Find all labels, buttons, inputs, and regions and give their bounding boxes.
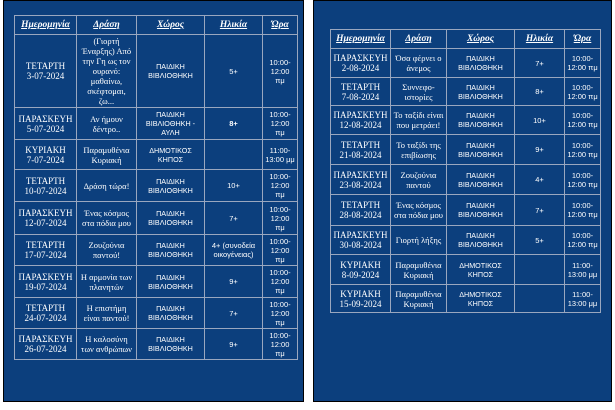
table-row [331,49,601,78]
action-cell: Ζουζούνια παντού [391,165,447,195]
date: 15-09-2024 [339,298,382,309]
time-cell: 10:00- 12:00 πμ [263,298,298,329]
schedule-page-left [3,0,304,402]
weekday: ΠΑΡΑΣΚΕΥΗ [18,334,73,344]
time-cell: 11:00- 13:00 μμ [565,255,601,285]
weekday: ΤΕΤΑΡΤΗ [340,139,381,150]
weekday: ΤΕΤΑΡΤΗ [340,200,381,210]
date-cell [15,140,77,170]
table-row [331,165,601,195]
weekday: ΠΑΡΑΣΚΕΥΗ [333,169,388,180]
time-cell: 10:00- 12:00 πμ [565,135,601,165]
date-cell [331,285,391,313]
place-cell: ΔΗΜΟΤΙΚΟΣ ΚΗΠΟΣ [447,255,515,285]
age-cell [515,285,565,313]
age-cell: 7+ [205,202,263,235]
header-time: Ώρα [263,16,298,35]
time-cell: 10:00- 12:00 πμ [263,170,298,202]
schedule-table-july [14,15,298,360]
place-cell: ΠΑΙΔΙΚΗ ΒΙΒΛΙΟΘΗΚΗ [447,49,515,78]
table-row [15,329,298,360]
action-cell: Ένας κόσμος στα πόδια μου [391,195,447,226]
weekday: ΤΕΤΑΡΤΗ [25,61,66,71]
date-cell [15,170,77,202]
date-cell [331,226,391,255]
time-cell: 10:00- 12:00 πμ [565,78,601,106]
table-row [331,135,601,165]
place-cell: ΠΑΙΔΙΚΗ ΒΙΒΛΙΟΘΗΚΗ [137,298,205,329]
schedule-table-august-september [330,29,601,313]
age-cell: 10+ [515,106,565,135]
date-cell [15,108,77,140]
place-cell: ΠΑΙΔΙΚΗ ΒΙΒΛΙΟΘΗΚΗ [447,78,515,106]
schedule-page-right [313,0,612,402]
action-cell: Το ταξίδι της επιβίωσης [391,135,447,165]
date: 30-08-2024 [339,240,382,250]
weekday: ΠΑΡΑΣΚΕΥΗ [333,53,388,63]
table-row [15,108,298,140]
place-cell: ΔΗΜΟΤΙΚΟΣ ΚΗΠΟΣ [137,140,205,170]
place-cell: ΠΑΙΔΙΚΗ ΒΙΒΛΙΟΘΗΚΗ [137,170,205,202]
time-cell: 11:00- 13:00 μμ [565,285,601,313]
age-cell [515,255,565,285]
header-place: Χώρος [447,30,515,49]
age-cell: 9+ [515,135,565,165]
date-cell [331,135,391,165]
place-cell: ΠΑΙΔΙΚΗ ΒΙΒΛΙΟΘΗΚΗ [447,135,515,165]
table-row [15,235,298,266]
table-header-row [15,16,298,35]
table-row [15,266,298,298]
date: 2-08-2024 [341,63,380,73]
action-cell: Παραμυθένια Κυριακή [77,140,137,170]
age-cell: 9+ [205,266,263,298]
weekday: ΠΑΡΑΣΚΕΥΗ [18,271,73,282]
place-cell: ΠΑΙΔΙΚΗ ΒΙΒΛΙΟΘΗΚΗ [137,35,205,108]
table-row [331,226,601,255]
age-cell: 9+ [205,329,263,360]
date: 7-07-2024 [26,154,65,165]
date: 12-08-2024 [339,120,382,130]
weekday: ΠΑΡΑΣΚΕΥΗ [18,113,73,124]
header-action: Δράση [77,16,137,35]
place-cell: ΠΑΙΔΙΚΗ ΒΙΒΛΙΟΘΗΚΗ [137,235,205,266]
date: 19-07-2024 [24,281,67,292]
action-cell: Ζουζούνια παντού! [77,235,137,266]
action-cell: Η επιστήμη είναι παντού! [77,298,137,329]
table-row [15,140,298,170]
header-age: Ηλικία [515,30,565,49]
weekday: ΠΑΡΑΣΚΕΥΗ [333,230,388,240]
action-cell: Γιορτή λήξης [391,226,447,255]
table-row [331,106,601,135]
action-cell: Η αρμονία των πλανητών [77,266,137,298]
age-cell: 7+ [515,195,565,226]
table-row [331,285,601,313]
weekday: ΠΑΡΑΣΚΕΥΗ [333,110,388,120]
date: 7-08-2024 [341,91,380,102]
date-cell [15,35,77,108]
weekday: ΤΕΤΑΡΤΗ [25,303,66,313]
age-cell [205,140,263,170]
table-row [15,202,298,235]
action-cell: Όσα φέρνει ο άνεμος [391,49,447,78]
table-row [15,170,298,202]
header-age: Ηλικία [205,16,263,35]
place-cell: ΠΑΙΔΙΚΗ ΒΙΒΛΙΟΘΗΚΗ [447,106,515,135]
date: 8-09-2024 [341,269,380,280]
date: 10-07-2024 [24,185,67,196]
action-cell: Το ταξίδι είναι που μετράει! [391,106,447,135]
table-body-right [331,49,601,313]
action-cell: Παραμυθένια Κυριακή [391,255,447,285]
date-cell [15,235,77,266]
header-action: Δράση [391,30,447,49]
date-cell [331,255,391,285]
weekday: ΤΕΤΑΡΤΗ [25,175,66,186]
place-cell: ΠΑΙΔΙΚΗ ΒΙΒΛΙΟΘΗΚΗ [137,329,205,360]
weekday: ΚΥΡΙΑΚΗ [340,259,381,270]
time-cell: 10:00- 12:00 πμ [565,195,601,226]
time-cell: 10:00- 12:00 πμ [263,235,298,266]
weekday: ΚΥΡΙΑΚΗ [340,288,381,299]
table-body-left [15,35,298,360]
place-cell: ΠΑΙΔΙΚΗ ΒΙΒΛΙΟΘΗΚΗ [447,165,515,195]
action-cell: Ένας κόσμος στα πόδια μου [77,202,137,235]
table-row [15,35,298,108]
header-date: Ημερομηνία [15,16,77,35]
table-row [331,78,601,106]
age-cell: 4+ (συνοδεία οικογένειας) [205,235,263,266]
date: 3-07-2024 [26,71,65,81]
date: 23-08-2024 [339,179,382,190]
date-cell [15,298,77,329]
action-cell: (Γιορτή Έναρξης) Από την Γη ως τον ουρανό: μαθαίνω, σκέφτομαι, ζω... [77,35,137,108]
age-cell: 5+ [515,226,565,255]
age-cell: 4+ [515,165,565,195]
date: 28-08-2024 [339,210,382,220]
date-cell [331,106,391,135]
weekday: ΚΥΡΙΑΚΗ [25,144,66,155]
time-cell: 10:00- 12:00 πμ [263,108,298,140]
table-row [15,298,298,329]
date-cell [331,49,391,78]
date-cell [15,329,77,360]
time-cell: 10:00- 12:00 πμ [263,329,298,360]
action-cell: Παραμυθένια Κυριακή [391,285,447,313]
header-date: Ημερομηνία [331,30,391,49]
age-cell: 5+ [205,35,263,108]
action-cell: Αν ήμουν δέντρο.. [77,108,137,140]
date-cell [15,202,77,235]
place-cell: ΔΗΜΟΤΙΚΟΣ ΚΗΠΟΣ [447,285,515,313]
time-cell: 10:00- 12:00 πμ [263,35,298,108]
place-cell: ΠΑΙΔΙΚΗ ΒΙΒΛΙΟΘΗΚΗ [447,195,515,226]
date: 5-07-2024 [26,123,65,134]
age-cell: 8+ [205,108,263,140]
time-cell: 11:00- 13:00 μμ [263,140,298,170]
weekday: ΤΕΤΑΡΤΗ [25,240,66,250]
date: 26-07-2024 [24,344,67,354]
age-cell: 8+ [515,78,565,106]
age-cell: 10+ [205,170,263,202]
date-cell [331,165,391,195]
time-cell: 10:00- 12:00 πμ [565,106,601,135]
action-cell: Η καλοσύνη των ανθρώπων [77,329,137,360]
date-cell [15,266,77,298]
date: 12-07-2024 [24,218,67,228]
age-cell: 7+ [205,298,263,329]
date: 24-07-2024 [24,313,67,323]
header-place: Χώρος [137,16,205,35]
place-cell: ΠΑΙΔΙΚΗ ΒΙΒΛΙΟΘΗΚΗ [137,202,205,235]
weekday: ΠΑΡΑΣΚΕΥΗ [18,208,73,218]
time-cell: 10:00- 12:00 πμ [263,202,298,235]
place-cell: ΠΑΙΔΙΚΗ ΒΙΒΛΙΟΘΗΚΗ [137,266,205,298]
place-cell: ΠΑΙΔΙΚΗ ΒΙΒΛΙΟΘΗΚΗ - ΑΥΛΗ [137,108,205,140]
place-cell: ΠΑΙΔΙΚΗ ΒΙΒΛΙΟΘΗΚΗ [447,226,515,255]
date-cell [331,195,391,226]
date: 21-08-2024 [339,149,382,160]
table-header-row [331,30,601,49]
table-row [331,255,601,285]
time-cell: 10:00- 12:00 πμ [565,165,601,195]
header-time: Ώρα [565,30,601,49]
age-cell: 7+ [515,49,565,78]
time-cell: 10:00- 12:00 πμ [565,226,601,255]
action-cell: Δράση τώρα! [77,170,137,202]
time-cell: 10:00- 12:00 πμ [565,49,601,78]
date-cell [331,78,391,106]
action-cell: Συννεφο- ιστορίες [391,78,447,106]
weekday: ΤΕΤΑΡΤΗ [340,81,381,92]
date: 17-07-2024 [24,250,67,260]
time-cell: 10:00- 12:00 πμ [263,266,298,298]
table-row [331,195,601,226]
